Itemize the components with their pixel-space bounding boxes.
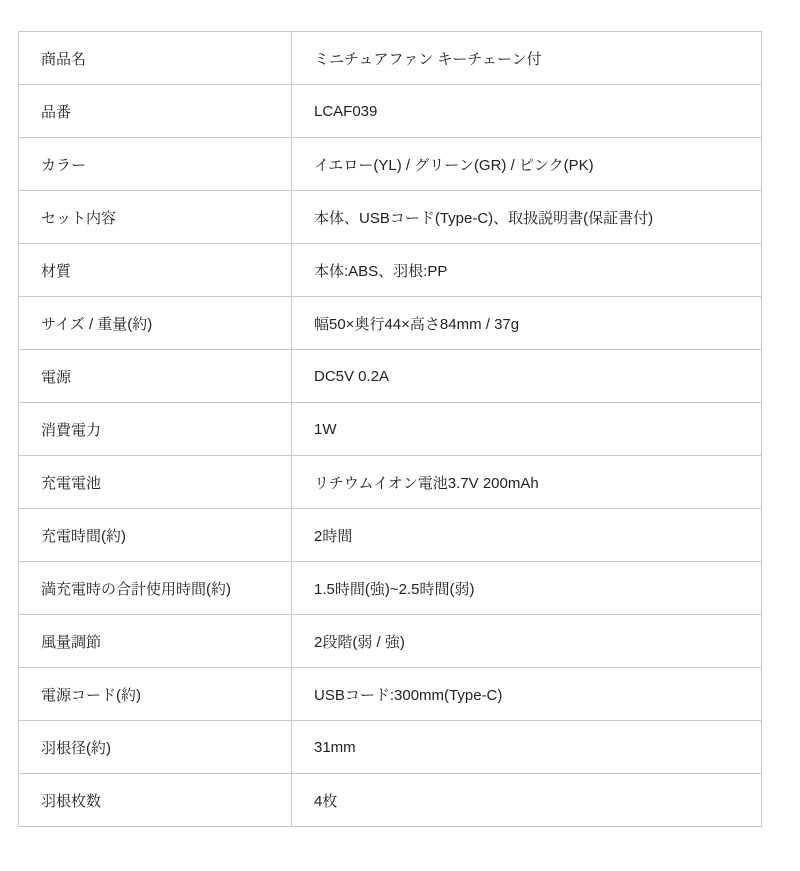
spec-value: USBコード:300mm(Type-C): [292, 668, 762, 721]
spec-label: 消費電力: [19, 403, 292, 456]
spec-value: DC5V 0.2A: [292, 350, 762, 403]
table-row: [19, 774, 762, 827]
table-row: [19, 615, 762, 668]
table-row: [19, 244, 762, 297]
spec-label: 満充電時の合計使用時間(約): [19, 562, 292, 615]
spec-value: LCAF039: [292, 85, 762, 138]
spec-label: 電源コード(約): [19, 668, 292, 721]
spec-value: リチウムイオン電池3.7V 200mAh: [292, 456, 762, 509]
spec-label: サイズ / 重量(約): [19, 297, 292, 350]
spec-label: 品番: [19, 85, 292, 138]
table-row: [19, 297, 762, 350]
spec-label: 充電電池: [19, 456, 292, 509]
spec-value: 本体、USBコード(Type-C)、取扱説明書(保証書付): [292, 191, 762, 244]
table-row: [19, 509, 762, 562]
table-row: [19, 191, 762, 244]
spec-value: 31mm: [292, 721, 762, 774]
spec-label: 商品名: [19, 32, 292, 85]
table-row: [19, 32, 762, 85]
spec-label: 風量調節: [19, 615, 292, 668]
spec-label: 羽根径(約): [19, 721, 292, 774]
spec-value: 1.5時間(強)~2.5時間(弱): [292, 562, 762, 615]
table-row: [19, 562, 762, 615]
spec-value: 本体:ABS、羽根:PP: [292, 244, 762, 297]
spec-label: 羽根枚数: [19, 774, 292, 827]
spec-label: セット内容: [19, 191, 292, 244]
spec-value: イエロー(YL) / グリーン(GR) / ピンク(PK): [292, 138, 762, 191]
table-row: [19, 456, 762, 509]
spec-value: 4枚: [292, 774, 762, 827]
spec-value: ミニチュアファン キーチェーン付: [292, 32, 762, 85]
table-row: [19, 668, 762, 721]
spec-table-body: [19, 32, 762, 827]
table-row: [19, 721, 762, 774]
spec-value: 1W: [292, 403, 762, 456]
table-row: [19, 350, 762, 403]
table-row: [19, 403, 762, 456]
table-row: [19, 85, 762, 138]
spec-value: 2時間: [292, 509, 762, 562]
spec-label: カラー: [19, 138, 292, 191]
spec-value: 幅50×奥行44×高さ84mm / 37g: [292, 297, 762, 350]
spec-label: 電源: [19, 350, 292, 403]
table-row: [19, 138, 762, 191]
spec-value: 2段階(弱 / 強): [292, 615, 762, 668]
product-spec-table: [18, 31, 762, 827]
spec-label: 材質: [19, 244, 292, 297]
spec-label: 充電時間(約): [19, 509, 292, 562]
